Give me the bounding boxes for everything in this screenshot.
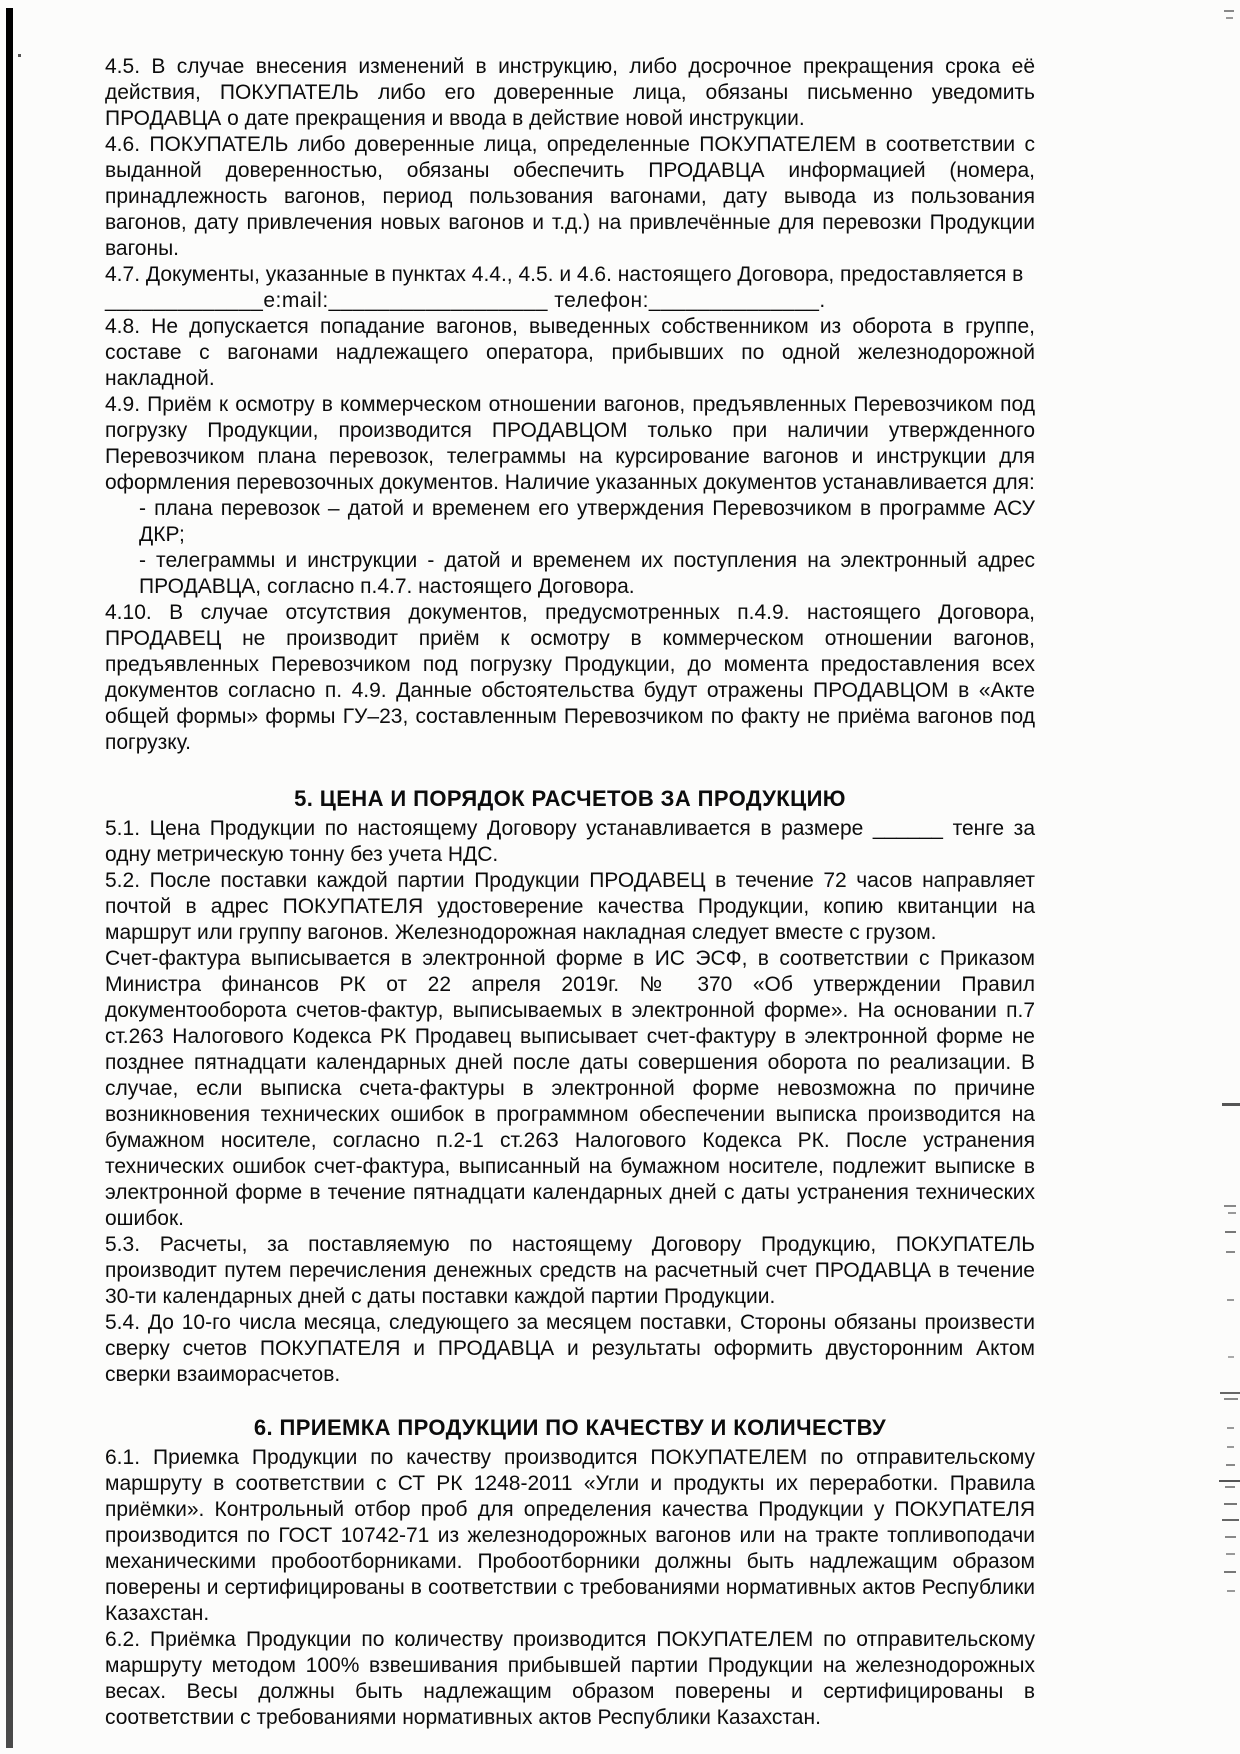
section-5-heading: 5. ЦЕНА И ПОРЯДОК РАСЧЕТОВ ЗА ПРОДУКЦИЮ [294, 786, 846, 811]
scan-artifact-dash [1219, 1480, 1240, 1482]
scan-artifact-dash [1225, 1536, 1236, 1538]
scan-artifact-dash [1227, 1299, 1234, 1301]
clause-4-5: 4.5. В случае внесения изменений в инструкцию, либо досрочное прекращения срока её действия, ПОКУПАТЕЛЬ либо его доверенные лица, обязаны письменно уведомить ПРОДАВЦА о дате прекращения и ввода в действие новой инструкции. [105, 55, 1035, 130]
scan-artifact-dash [1226, 1251, 1235, 1253]
scan-artifact-dash [1227, 1590, 1235, 1592]
scan-artifact-dash [1224, 1571, 1236, 1573]
scan-artifact-dash [1222, 1519, 1239, 1521]
clause-4-10: 4.10. В случае отсутствия документов, предусмотренных п.4.9. настоящего Договора, ПРОДАВЕЦ не производит приём к осмотру в коммерческом отношении вагонов, предъявленных Перевозчиком под погрузку Продукции, до момента предоставления всех документов согласно п. 4.9. Данные обстоятельства будут отражены ПРОДАВЦОМ в «Акте общей формы» формы ГУ–23, составленным Перевозчиком по факту не приёма вагонов под погрузку. [105, 601, 1035, 754]
scan-artifact-dash [1224, 1205, 1236, 1207]
scan-artifact-dash [1220, 1392, 1240, 1394]
clause-4-7-contact-blanks: _____________e:mail:__________________ телефон:______________. [105, 289, 826, 312]
clause-4-8: 4.8. Не допускается попадание вагонов, выведенных собственником из оборота в группе, составе с вагонами надлежащего оператора, прибывших по одной железнодорожной накладной. [105, 315, 1035, 390]
clause-6-2: 6.2. Приёмка Продукции по количеству производится ПОКУПАТЕЛЕМ по отправительскому маршруту методом 100% взвешивания прибывшей партии Продукции на железнодорожных весах. Весы должны быть надлежащим образом поверены и сертифицированы в соответствии с требованиями нормативных актов Республики Казахстан. [105, 1628, 1035, 1729]
clause-4-9-list-item-1: - плана перевозок – датой и временем его утверждения Перевозчиком в программе АСУ ДКР; [139, 497, 1035, 546]
clause-5-1: 5.1. Цена Продукции по настоящему Договору устанавливается в размере ______ тенге за одну метрическую тонну без учета НДС. [105, 817, 1035, 866]
clause-5-2-invoice-rules: Счет-фактура выписывается в электронной форме в ИС ЭСФ, в соответствии с Приказом Министра финансов РК от 22 апреля 2019г. № 370 «Об утверждении Правил документооборота счетов-фактур, выписываемых в электронной форме». На основании п.7 ст.263 Налогового Кодекса РК Продавец выписывает счет-фактуру в электронной форме не позднее пятнадцати календарных дней после даты совершения оборота по реализации. В случае, если выписка счета-фактуры в электронной форме невозможна по причине возникновения технических ошибок в программном обеспечении выписка производится на бумажном носителе, согласно п.2-1 ст.263 Налогового Кодекса РК. После устранения технических ошибок счет-фактура, выписанный на бумажном носителе, подлежит выписке в электронной форме в течение пятнадцати календарных дней с даты устранения технических ошибок. [105, 947, 1035, 1230]
clause-4-6: 4.6. ПОКУПАТЕЛЬ либо доверенные лица, определенные ПОКУПАТЕЛЕМ в соответствии с выданной доверенностью, обязаны обеспечить ПРОДАВЦА информацией (номера, принадлежность вагонов, период пользования вагонами, дату вывода из пользования вагонов, дату привлечения новых вагонов и т.д.) на привлечённые для перевозки Продукции вагоны. [105, 133, 1035, 260]
scan-artifact-dash [1224, 1503, 1237, 1505]
section-6-heading: 6. ПРИЕМКА ПРОДУКЦИИ ПО КАЧЕСТВУ И КОЛИЧЕСТВУ [253, 1415, 887, 1440]
scan-artifact-dash [1226, 17, 1233, 19]
scan-artifact-speck [18, 54, 21, 57]
clause-5-2: 5.2. После поставки каждой партии Продукции ПРОДАВЕЦ в течение 72 часов направляет почтой в адрес ПОКУПАТЕЛЯ удостоверение качества Продукции, копию квитанции на маршрут или группу вагонов. Железнодорожная накладная следует вместе с грузом. [105, 869, 1035, 944]
contract-text-column [105, 54, 1035, 1731]
scan-artifact-dash [1228, 1356, 1234, 1358]
scan-artifact-dash [1226, 1553, 1235, 1555]
scan-artifact-dash [1227, 1427, 1234, 1429]
clause-4-7: 4.7. Документы, указанные в пунктах 4.4., 4.5. и 4.6. настоящего Договора, предоставляется в [105, 263, 1024, 286]
clause-4-9: 4.9. Приём к осмотру в коммерческом отношении вагонов, предъявленных Перевозчиком под погрузку Продукции, производится ПРОДАВЦОМ только при наличии утвержденного Перевозчиком плана перевозок, телеграммы на курсирование вагонов и инструкции для оформления перевозочных документов. Наличие указанных документов устанавливается для: [105, 393, 1035, 494]
scan-binding-edge [6, 8, 13, 1748]
clause-4-9-list-item-2: - телеграммы и инструкции - датой и временем их поступления на электронный адрес ПРОДАВЦА, согласно п.4.7. настоящего Договора. [139, 549, 1035, 598]
clause-5-3: 5.3. Расчеты, за поставляемую по настоящему Договору Продукцию, ПОКУПАТЕЛЬ производит путем перечисления денежных средств на расчетный счет ПРОДАВЦА в течение 30-ти календарных дней с даты поставки каждой партии Продукции. [105, 1233, 1035, 1308]
clause-5-4: 5.4. До 10-го числа месяца, следующего за месяцем поставки, Стороны обязаны произвести сверку счетов ПОКУПАТЕЛЯ и ПРОДАВЦА и результаты оформить двусторонним Актом сверки взаиморасчетов. [105, 1311, 1035, 1386]
scan-artifact-dash [1226, 1464, 1235, 1466]
scan-artifact-dash [1224, 1398, 1238, 1400]
scan-artifact-dash [1228, 1212, 1236, 1214]
scan-artifact-dash [1224, 10, 1234, 12]
scan-artifact-dash [1225, 1231, 1236, 1233]
clause-6-1: 6.1. Приемка Продукции по качеству производится ПОКУПАТЕЛЕМ по отправительскому маршруту в соответствии с СТ РК 1248-2011 «Угли и продукты их переработки. Правила приёмки». Контрольный отбор проб для определения качества Продукции у ПОКУПАТЕЛЯ производится по ГОСТ 10742-71 из железнодорожных вагонов или на тракте топливоподачи механическими пробоотборниками. Пробоотборники должны быть надлежащим образом поверены и сертифицированы в соответствии с требованиями нормативных актов Республики Казахстан. [105, 1446, 1035, 1625]
scan-artifact-dash [1227, 1446, 1234, 1448]
scan-artifact-dash [1225, 1486, 1235, 1488]
scan-artifact-dash [1222, 1103, 1240, 1106]
